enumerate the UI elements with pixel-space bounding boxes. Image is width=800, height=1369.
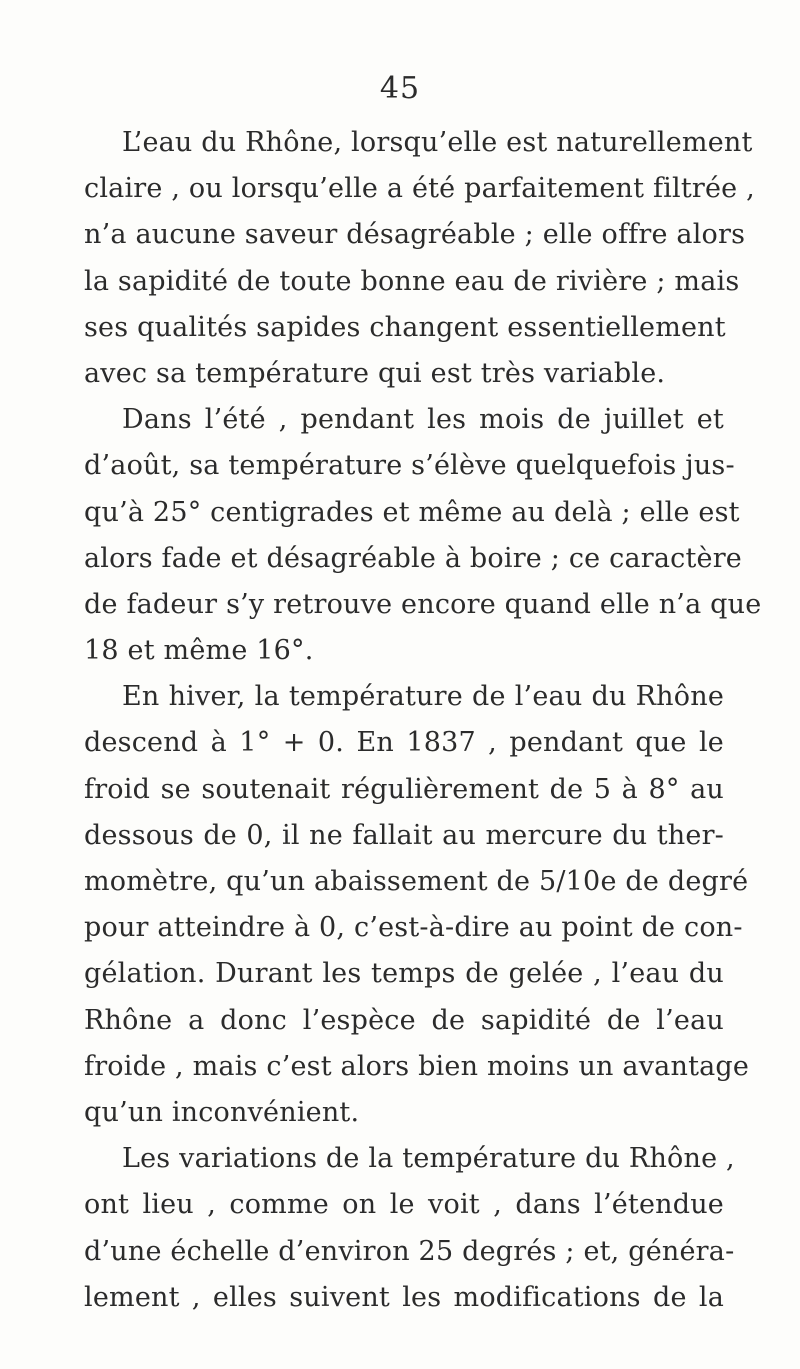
- text-line: lement , elles suivent les modifications de la: [84, 1281, 724, 1313]
- text-line: pour atteindre à 0, c’est-à-dire au point de con-: [84, 912, 743, 944]
- text-line: gélation. Durant les temps de gelée , l’eau du: [84, 958, 724, 990]
- text-line: dessous de 0, il ne fallait au mercure du ther-: [84, 819, 724, 851]
- text-line: ont lieu , comme on le voit , dans l’étendue: [84, 1189, 724, 1221]
- text-line: la sapidité de toute bonne eau de rivière ; mais: [84, 265, 740, 297]
- text-line: claire , ou lorsqu’elle a été parfaitement filtrée ,: [84, 173, 755, 205]
- text-line: d’une échelle d’environ 25 degrés ; et, généra-: [84, 1235, 735, 1267]
- text-line: En hiver, la température de l’eau du Rhône: [122, 681, 724, 713]
- text-line: descend à 1° + 0. En 1837 , pendant que le: [84, 727, 724, 759]
- text-line: qu’à 25° centigrades et même au delà ; elle est: [84, 496, 740, 528]
- page-number: 45: [379, 71, 421, 106]
- text-line: d’août, sa température s’élève quelquefois jus-: [84, 450, 735, 482]
- text-line: de fadeur s’y retrouve encore quand elle n’a que: [84, 588, 762, 620]
- text-line: Dans l’été , pendant les mois de juillet et: [122, 404, 724, 436]
- text-line: froide , mais c’est alors bien moins un avantage: [84, 1050, 750, 1082]
- text-line: L’eau du Rhône, lorsqu’elle est naturellement: [122, 127, 753, 158]
- text-line: 18 et même 16°.: [84, 635, 314, 667]
- text-line: alors fade et désagréable à boire ; ce caractère: [84, 542, 742, 574]
- text-line: n’a aucune saveur désagréable ; elle offre alors: [84, 219, 746, 251]
- text-line: momètre, qu’un abaissement de 5/10e de degré: [84, 866, 749, 897]
- text-line: froid se soutenait régulièrement de 5 à 8° au: [84, 773, 724, 805]
- body-text: [84, 120, 762, 1321]
- text-line: qu’un inconvénient.: [84, 1096, 360, 1128]
- text-line: ses qualités sapides changent essentiellement: [84, 311, 726, 343]
- text-line: avec sa température qui est très variable.: [84, 357, 666, 389]
- text-line: Rhône a donc l’espèce de sapidité de l’eau: [84, 1004, 724, 1036]
- text-line: Les variations de la température du Rhône ,: [122, 1143, 735, 1175]
